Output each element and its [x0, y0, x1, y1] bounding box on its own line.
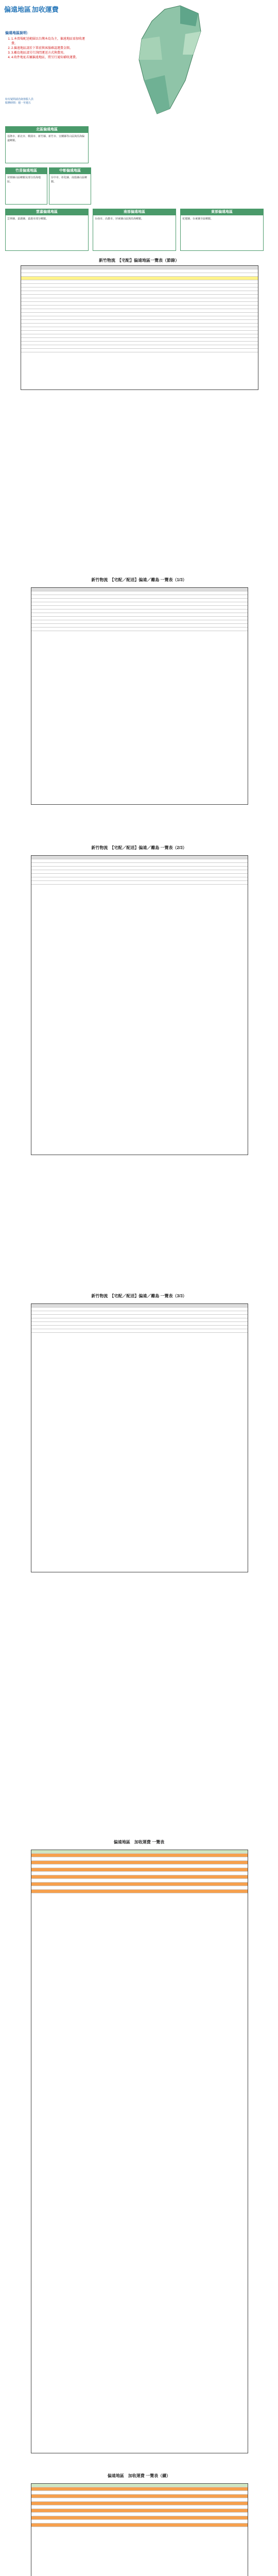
section-title: 新竹物流 【宅配】偏遠地區一覽表（節錄） — [99, 258, 179, 263]
region-body: 台南市、高雄市、屏東縣山區與沿海鄉鎮。 — [95, 217, 144, 221]
notice-box — [5, 31, 88, 60]
remote-table-4 — [31, 1303, 248, 1572]
region-title: 東部偏遠地區 — [181, 209, 263, 215]
remote-table-1 — [21, 265, 258, 390]
notice-title: 偏遠地區說明： — [5, 31, 30, 35]
region-body: 苗栗縣山區鄉鎮及部分沿海地區。 — [7, 176, 41, 183]
taiwan-map — [103, 3, 216, 116]
region-zhumiao — [5, 167, 47, 205]
contact-note — [5, 98, 98, 105]
region-body: 基隆市、新北市、桃園市、新竹縣、新竹市、宜蘭縣等山區與沿海偏遠鄉鎮。 — [7, 135, 85, 142]
section-title: 偏遠地區 加收運費 一覽表 — [113, 1840, 165, 1844]
contact-line: 服務時間：週一至週五 — [5, 101, 31, 105]
page-header — [4, 4, 59, 14]
region-title: 中彰偏遠地區 — [49, 168, 91, 174]
surcharge-table-2 — [31, 2483, 248, 2576]
section-title: 新竹物流 【宅配／配送】偏遠／離島 一覽表（2/3） — [91, 845, 187, 850]
notice-item: 4. 4.收件地址若屬偏遠地區，將另行通知補收運費。 — [11, 56, 88, 60]
section-title: 偏遠地區 加收運費 一覽表（續） — [107, 2473, 171, 2478]
region-yunjia — [5, 209, 89, 251]
remote-table-2 — [31, 587, 248, 805]
region-zhongzhang — [49, 167, 91, 205]
region-north — [5, 126, 89, 163]
region-title: 雲嘉偏遠地區 — [6, 209, 88, 215]
region-south — [93, 209, 176, 251]
region-body: 花蓮縣、台東縣全區鄉鎮。 — [182, 217, 214, 221]
region-title: 竹苗偏遠地區 — [6, 168, 47, 174]
remote-table-3 — [31, 855, 248, 1155]
surcharge-table-1 — [31, 1850, 248, 2453]
region-body: 雲林縣、嘉義縣、嘉義市部分鄉鎮。 — [7, 217, 49, 221]
region-body: 台中市、彰化縣、南投縣山區鄉鎮。 — [51, 176, 88, 183]
section-title: 新竹物流 【宅配／配送】偏遠／離島 一覽表（1/3） — [91, 578, 187, 582]
region-title: 南部偏遠地區 — [93, 209, 176, 215]
brand-right: 加收運費 — [31, 6, 59, 13]
region-east — [180, 209, 264, 251]
notice-item: 1. 1.本賣場配送範圍以台灣本島為主，偏遠地區需加收運費。 — [11, 37, 88, 46]
notice-item: 2. 2.偏遠地區請於下單前與客服確認運費金額。 — [11, 46, 88, 51]
section-title: 新竹物流 【宅配／配送】偏遠／離島 一覽表（3/3） — [91, 1294, 187, 1298]
notice-item: 3. 3.離島地區請另行詢問運送方式與費用。 — [11, 51, 88, 56]
region-title: 北區偏遠地區 — [6, 127, 88, 133]
brand-left: 偏遠地區 — [4, 6, 31, 13]
notice-list — [5, 37, 88, 60]
contact-line: 如有疑問請洽詢客服人員 — [5, 98, 34, 101]
